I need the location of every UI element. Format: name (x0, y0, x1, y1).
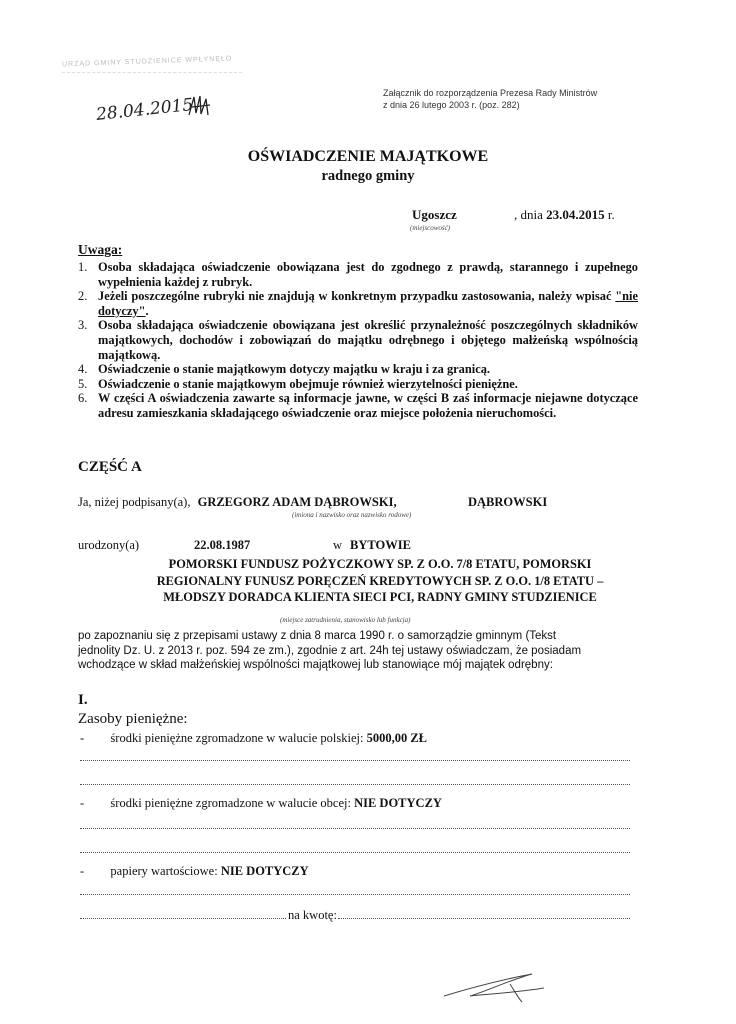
foreign-value: NIE DOTYCZY (354, 796, 442, 810)
employment-line-2: REGIONALNY FUNUSZ PORĘCZEŃ KREDYTOWYCH SP. Z O.O. 1/8 ETATU – (156, 573, 604, 588)
note-item: 2. Jeżeli poszczególne rubryki nie znajdują w konkretnym przypadku zastosowania, należy wpisać "nie dotyczy". (78, 289, 638, 318)
signer-line (78, 495, 397, 510)
document-subtitle: radnego gminy (321, 168, 415, 184)
employment-block (60, 556, 700, 606)
birth-date: 22.08.1987 (194, 538, 251, 552)
date-value: 23.04.2015 (546, 207, 605, 222)
received-date: 28.04.2015 (95, 94, 195, 126)
section-1-heading: Zasoby pieniężne: (78, 711, 188, 727)
place-caption: (miejscowość) (410, 224, 451, 232)
date-suffix: r. (607, 207, 615, 222)
pln-label: środki pieniężne zgromadzone w walucie polskiej: (110, 731, 364, 745)
note-item: 4. Oświadczenie o stanie majątkowym dotyczy majątku w kraju i za granicą. (78, 362, 490, 377)
employment-line-1: POMORSKI FUNDUSZ POŻYCZKOWY SP. Z O.O. 7/8 ETATU, POMORSKI (168, 557, 592, 571)
signer-prefix: Ja, niżej podpisany(a), (78, 495, 191, 509)
statement-line-2: jednolity Dz. U. z 2013 r. poz. 594 ze zm.), zgodnie z art. 24h tej ustawy oświadczam, że posiadam (78, 644, 582, 657)
fill-line (80, 784, 630, 785)
securities-row (80, 864, 309, 879)
securities-value: NIE DOTYCZY (220, 864, 309, 878)
dash: - (80, 731, 85, 745)
maiden-name: DĄBROWSKI (468, 495, 548, 509)
nie-dotyczy-quote: "nie dotyczy" (98, 289, 638, 318)
signature (440, 966, 560, 1011)
statement-block (78, 629, 658, 673)
annex-line-2: z dnia 26 lutego 2003 r. (poz. 282) (383, 100, 520, 110)
annex-line-1: Załącznik do rozporządzenia Prezesa Rady Ministrów (383, 88, 598, 98)
part-a-heading: CZĘŚĆ A (78, 459, 142, 475)
statement-line-3: wchodzące w skład małżeńskiej wspólności majątkowej lub stanowiące mój majątek odrębny: (78, 659, 553, 672)
fill-line (80, 918, 286, 919)
section-1-number: I. (78, 692, 88, 708)
note-item: 3. Osoba składająca oświadczenie obowiązana jest określić przynależność poszczególnych składników majątkowych, dochodów i zobowiązań do majątku odrębnego i objętego małżeńską wspólnością majątkową. (78, 318, 638, 362)
notes-heading: Uwaga: (78, 242, 123, 257)
note-item: 5. Oświadczenie o stanie majątkowym obejmuje również wierzytelności pieniężne. (78, 376, 518, 391)
dash: - (80, 796, 85, 810)
employment-line-3: MŁODSZY DORADCA KLIENTA SIECI PCI, RADNY GMINY STUDZIENICE (163, 590, 597, 604)
note-item: 1. Osoba składająca oświadczenie obowiązana jest do zgodnego z prawdą, starannego i zupełnego wypełnienia każdej z rubryk. (78, 260, 638, 289)
place: Ugoszcz (412, 207, 457, 222)
statement-line-1: po zapoznaniu się z przepisami ustawy z dnia 8 marca 1990 r. o samorządzie gminnym (Tekst (78, 630, 557, 642)
office-stamp (62, 55, 252, 69)
pln-value: 5000,00 ZŁ (366, 731, 428, 745)
fill-line (80, 852, 630, 853)
fill-line (80, 894, 630, 895)
note-item: 6. W części A oświadczenia zawarte są informacje jawne, w części B zaś informacje niejawne dotyczące adresu zamieszkania składającego oświadczenie oraz miejsce położenia nieruchomości. (78, 391, 638, 420)
dash: - (80, 864, 85, 878)
notes-list (78, 260, 638, 421)
amount-label: na kwotę: (288, 908, 337, 922)
fill-line (80, 828, 630, 829)
born-in-label: w (333, 538, 343, 552)
fill-line (80, 760, 630, 761)
date-prefix: , dnia (514, 207, 543, 222)
foreign-row (80, 796, 442, 811)
annex-note (383, 87, 597, 111)
document-title: OŚWIADCZENIE MAJĄTKOWE (247, 148, 489, 165)
fill-line (338, 918, 630, 919)
initials-signature (186, 93, 216, 124)
foreign-label: środki pieniężne zgromadzone w walucie obcej: (110, 796, 351, 810)
date-line (514, 207, 615, 223)
birth-place: BYTOWIE (350, 538, 411, 552)
stamp-text: URZĄD GMINY STUDZIENICE WPŁYNĘŁO (61, 55, 233, 69)
born-prefix: urodzony(a) (78, 538, 140, 552)
employment-caption: (miejsce zatrudnienia, stanowisko lub funkcja) (280, 616, 411, 624)
securities-label: papiery wartościowe: (110, 864, 218, 878)
signer-name: GRZEGORZ ADAM DĄBROWSKI, (197, 495, 397, 509)
pln-row (80, 731, 427, 746)
name-caption: (imiona i nazwisko oraz nazwisko rodowe) (292, 511, 412, 519)
